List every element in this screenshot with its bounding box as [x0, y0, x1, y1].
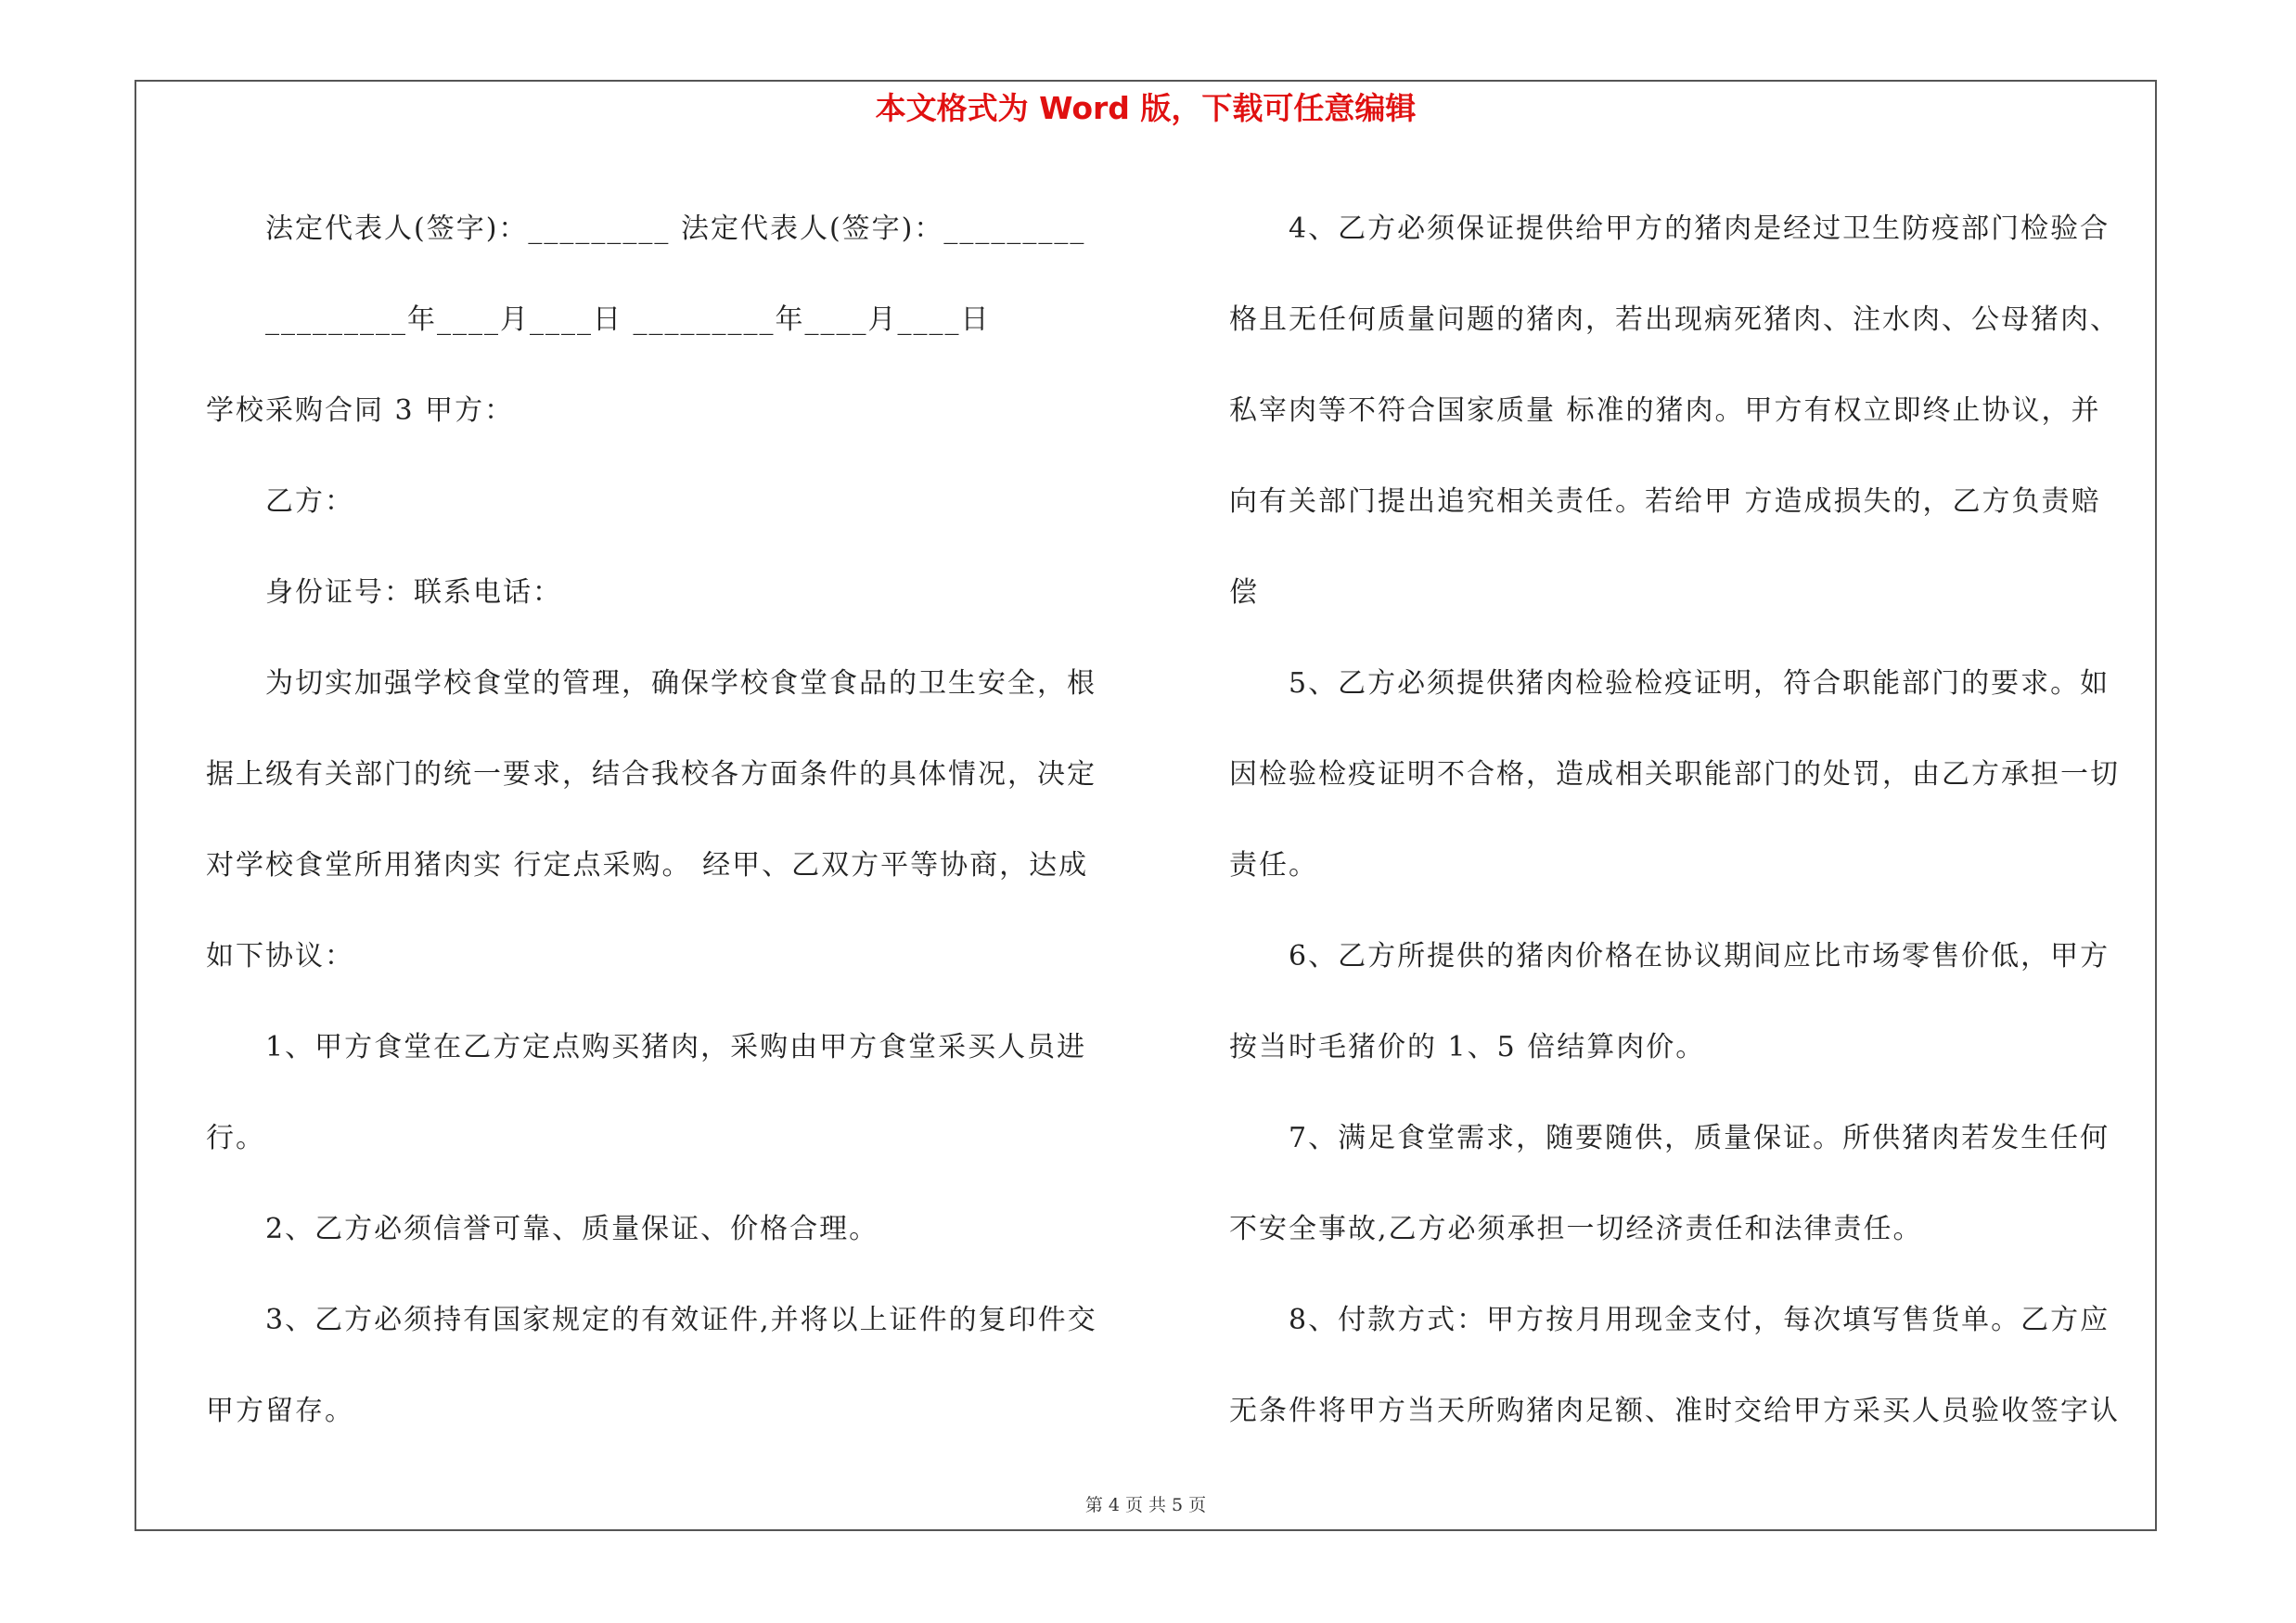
signature-line: 法定代表人(签字)：_________ 法定代表人(签字)：_________: [265, 213, 1086, 245]
right-text-column: [1229, 184, 2157, 1457]
party-b-line: 乙方：: [265, 485, 354, 518]
clause-line: 格且无任何质量问题的猪肉，若出现病死猪肉、注水肉、公母猪肉、: [1229, 303, 2120, 336]
clause-line: 行。: [206, 1122, 265, 1154]
clause-line: 私宰肉等不符合国家质量 标准的猪肉。甲方有权立即终止协议，并: [1229, 394, 2101, 427]
id-contact-line: 身份证号：联系电话：: [265, 576, 562, 609]
clause-line: 2、乙方必须信誉可靠、质量保证、价格合理。: [265, 1213, 879, 1245]
clause-line: 向有关部门提出追究相关责任。若给甲 方造成损失的，乙方负责赔: [1229, 485, 2101, 518]
clause-line: 无条件将甲方当天所购猪肉足额、准时交给甲方采买人员验收签字认: [1229, 1395, 2120, 1427]
date-line: _________年____月____日 _________年____月____日: [265, 303, 991, 336]
page-number-footer: 第 4 页 共 5 页: [1084, 1495, 1207, 1515]
clause-line: 责任。: [1229, 849, 1318, 882]
clause-line: 因检验检疫证明不合格，造成相关职能部门的处罚，由乙方承担一切: [1229, 758, 2120, 791]
clause-line: 8、付款方式：甲方按月用现金支付，每次填写售货单。乙方应: [1289, 1304, 2110, 1336]
document-header-notice: 本文格式为 Word 版，下载可任意编辑: [875, 90, 1417, 126]
clause-line: 按当时毛猪价的 1、5 倍结算肉价。: [1229, 1031, 1706, 1063]
clause-line: 偿: [1229, 576, 1259, 609]
clause-line: 不安全事故,乙方必须承担一切经济责任和法律责任。: [1229, 1213, 1923, 1245]
clause-line: 3、乙方必须持有国家规定的有效证件,并将以上证件的复印件交: [265, 1304, 1097, 1336]
clause-line: 4、乙方必须保证提供给甲方的猪肉是经过卫生防疫部门检验合: [1289, 213, 2110, 245]
clause-line: 7、满足食堂需求，随要随供，质量保证。所供猪肉若发生任何: [1289, 1122, 2110, 1154]
clause-line: 5、乙方必须提供猪肉检验检疫证明，符合职能部门的要求。如: [1289, 667, 2110, 700]
paragraph-line: 对学校食堂所用猪肉实 行定点采购。 经甲、乙双方平等协商，达成: [206, 849, 1089, 882]
clause-line: 6、乙方所提供的猪肉价格在协议期间应比市场零售价低，甲方: [1289, 940, 2110, 973]
clause-line: 甲方留存。: [206, 1395, 354, 1427]
contract-title-line: 学校采购合同 3 甲方：: [206, 394, 515, 427]
left-text-column: [206, 184, 1134, 1457]
clause-line: 1、甲方食堂在乙方定点购买猪肉，采购由甲方食堂采买人员进: [265, 1031, 1087, 1063]
paragraph-line: 如下协议：: [206, 940, 354, 973]
paragraph-line: 为切实加强学校食堂的管理，确保学校食堂食品的卫生安全，根: [265, 667, 1097, 700]
paragraph-line: 据上级有关部门的统一要求，结合我校各方面条件的具体情况，决定: [206, 758, 1097, 791]
